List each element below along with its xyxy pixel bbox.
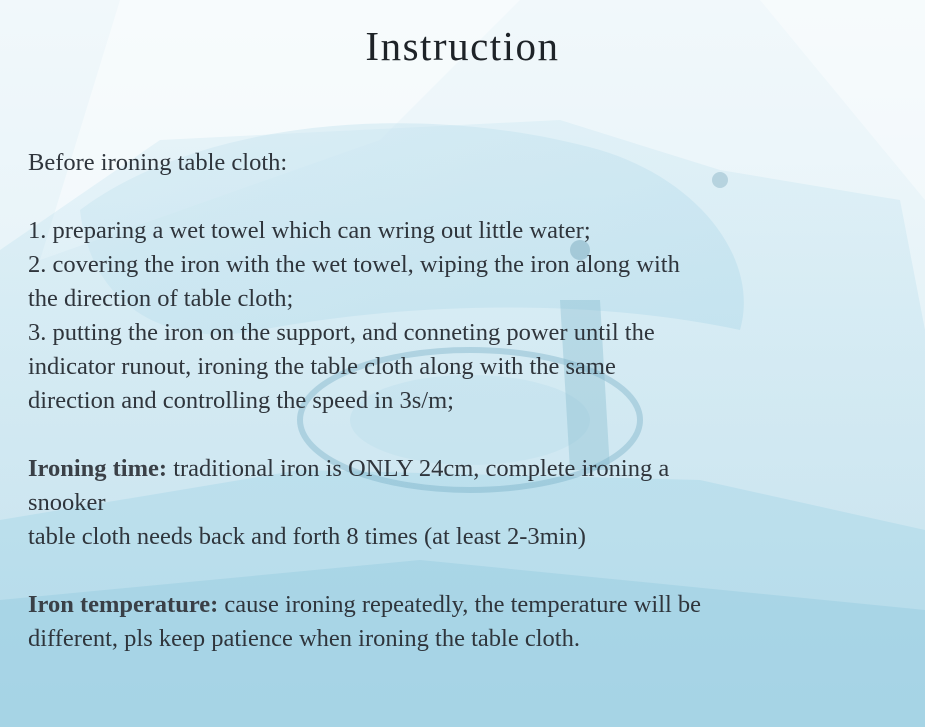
step-line: 1. preparing a wet towel which can wring out little water; — [28, 217, 591, 244]
iron-temperature-line — [28, 588, 898, 622]
ironing-time-line — [28, 452, 898, 486]
step-line: indicator runout, ironing the table cloth along with the same — [28, 353, 616, 380]
iron-temperature-paragraph — [28, 588, 898, 656]
iron-temperature-label: Iron temperature: — [28, 591, 219, 618]
steps-paragraph — [28, 214, 898, 418]
iron-temperature-line: different, pls keep patience when ironing the table cloth. — [28, 625, 580, 652]
intro-text: Before ironing table cloth: — [28, 149, 288, 176]
step-line: the direction of table cloth; — [28, 285, 294, 312]
step-line: 2. covering the iron with the wet towel, wiping the iron along with — [28, 251, 680, 278]
intro-paragraph — [28, 146, 898, 180]
step-line: 3. putting the iron on the support, and conneting power until the — [28, 319, 655, 346]
iron-temperature-text: cause ironing repeatedly, the temperature will be — [218, 591, 702, 618]
ironing-time-line: snooker — [28, 489, 106, 516]
ironing-time-paragraph — [28, 452, 898, 554]
ironing-time-line: table cloth needs back and forth 8 times (at least 2-3min) — [28, 523, 586, 550]
step-line: direction and controlling the speed in 3s/m; — [28, 387, 454, 414]
ironing-time-label: Ironing time: — [28, 455, 168, 482]
ironing-time-text: traditional iron is ONLY 24cm, complete ironing a — [167, 455, 670, 482]
page-title: Instruction — [365, 23, 560, 69]
